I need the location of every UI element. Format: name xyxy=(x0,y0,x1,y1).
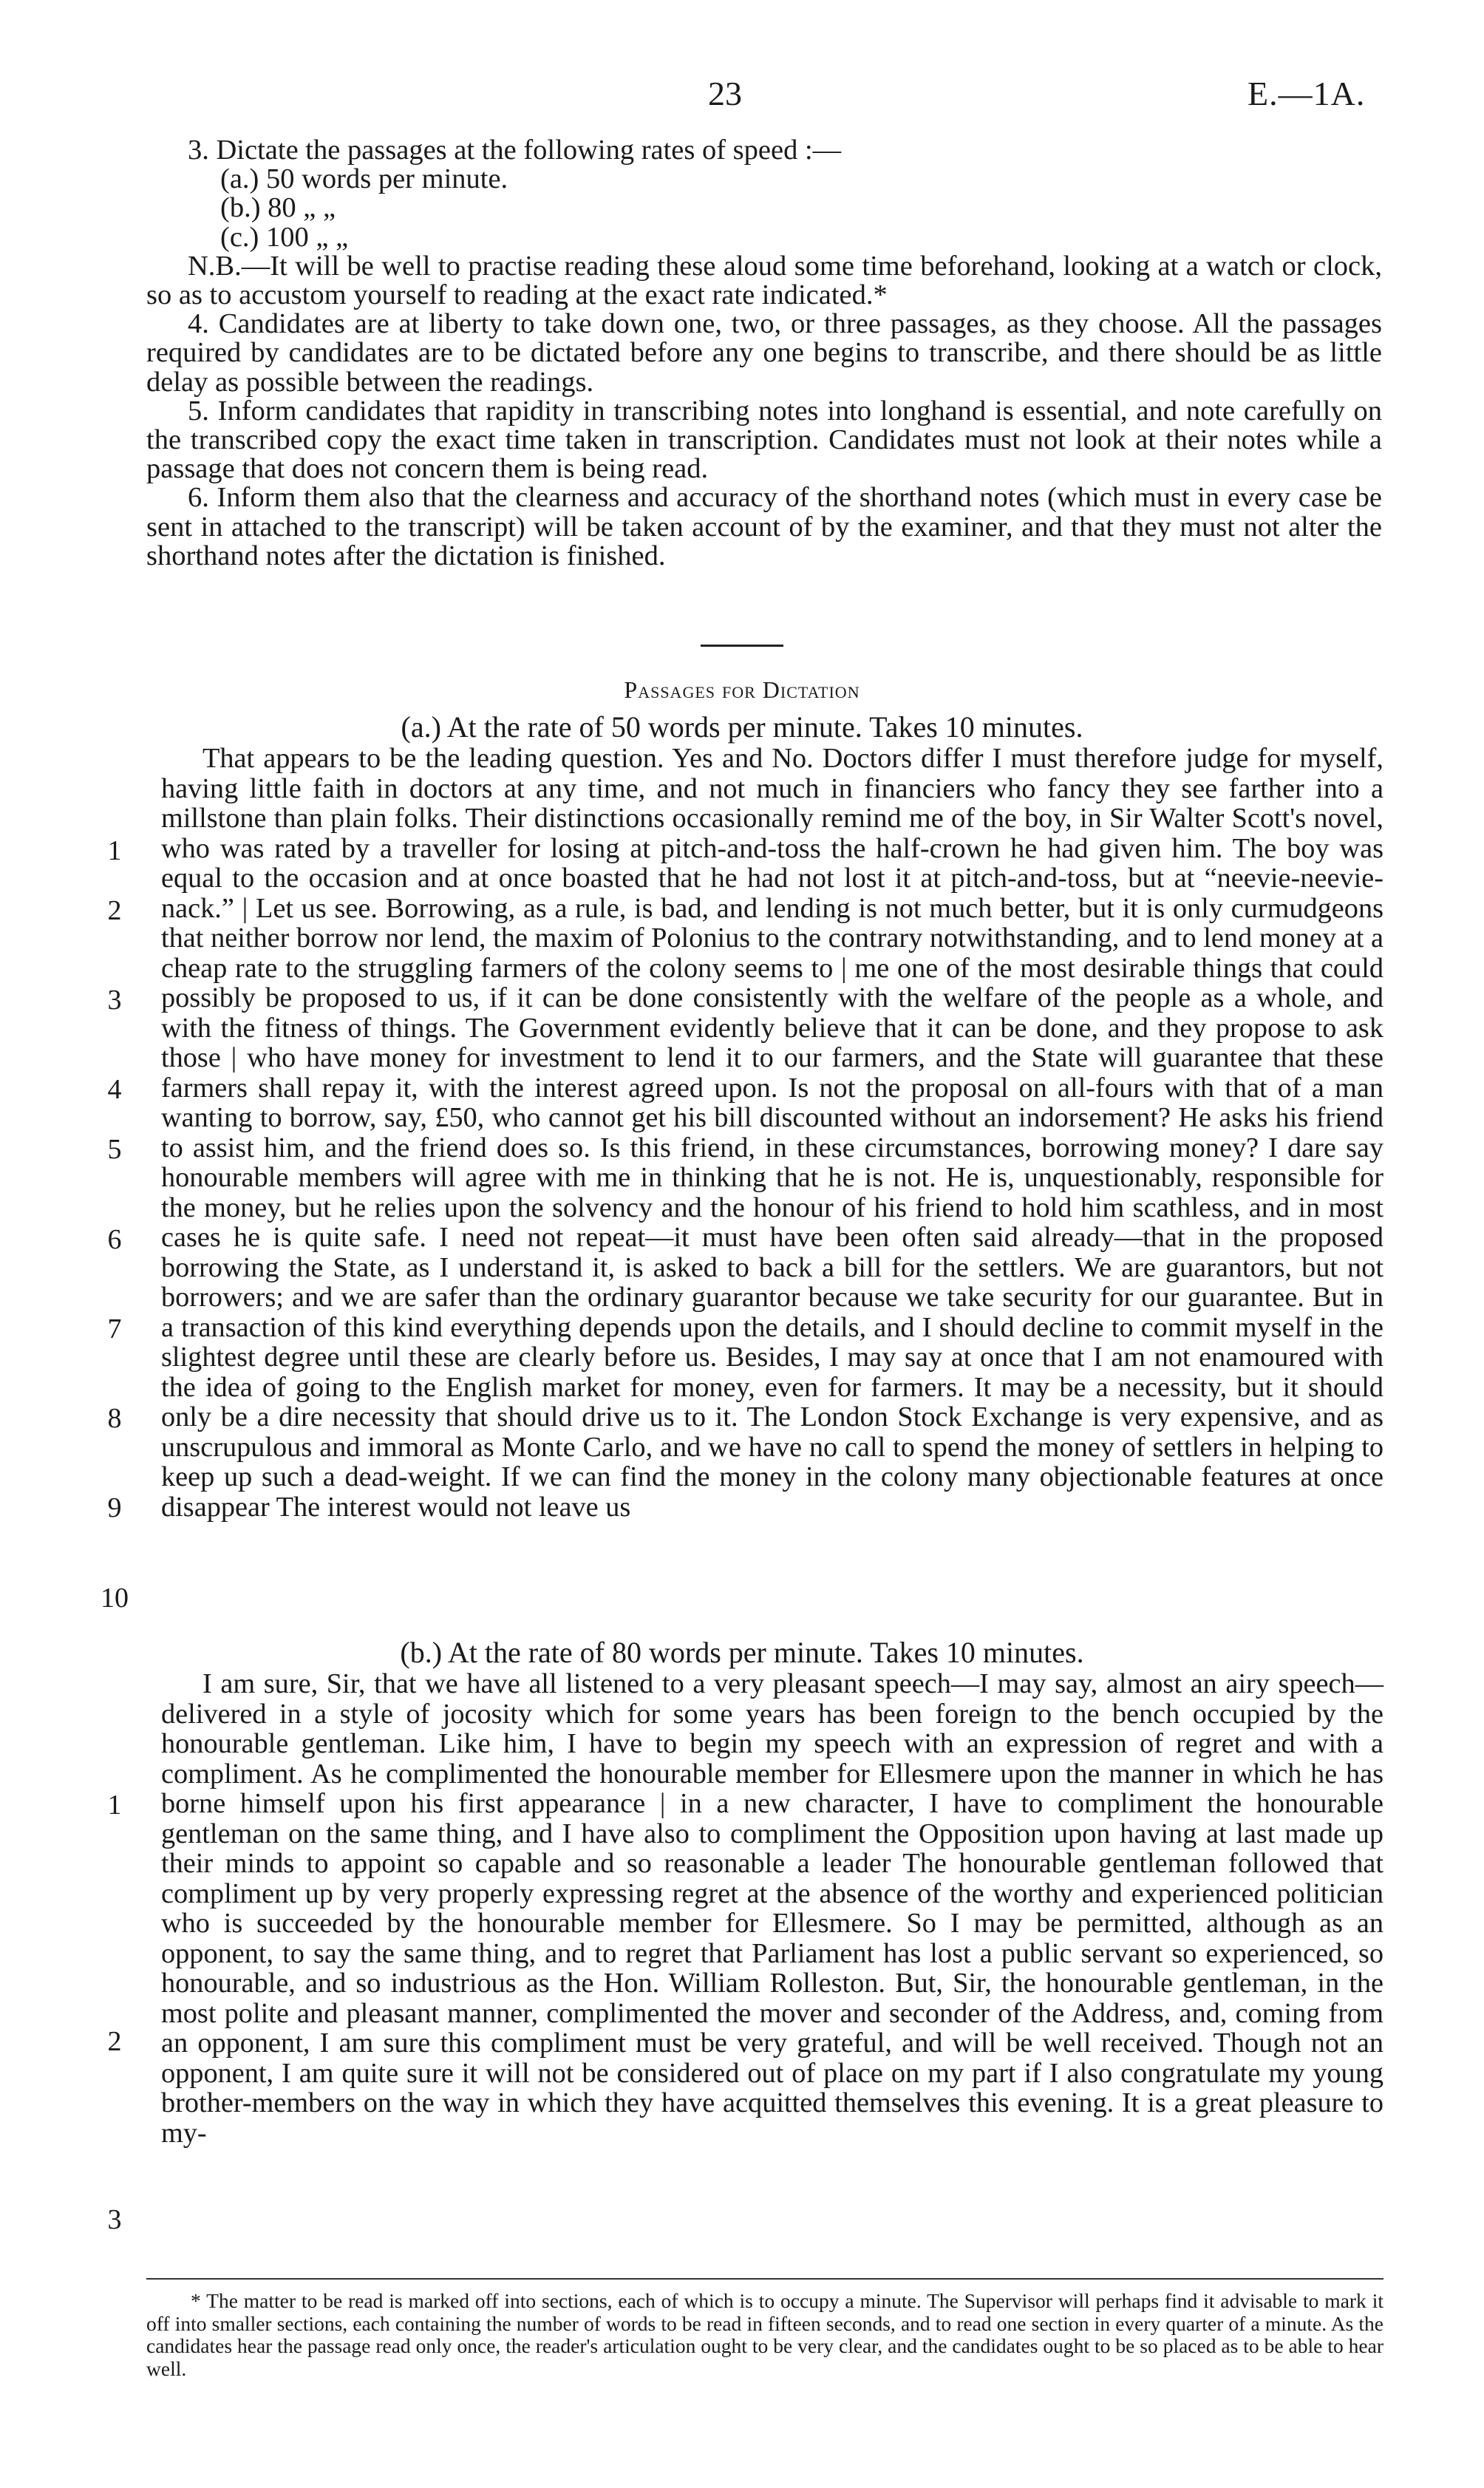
minute-marker: 9 xyxy=(107,1492,122,1523)
section-divider xyxy=(701,645,783,647)
instruction-item-6: 6. Inform them also that the clearness and accuracy of the shorthand notes (which must in every case be sent in attached to the transcript) will be taken account of by the examiner, and that they must not alter the shorthand notes after the dictation is finished. xyxy=(146,482,1382,571)
document-reference: E.—1A. xyxy=(1248,75,1366,112)
minute-marker: 10 xyxy=(101,1583,129,1614)
minute-marker: 2 xyxy=(107,2026,122,2057)
instructions-block xyxy=(146,136,1382,571)
minute-marker: 3 xyxy=(107,2204,122,2235)
passage-a-text: That appears to be the leading question. Yes and No. Doctors differ I must therefore judge for myself, having little faith in doctors at any time, and not much in financiers who fancy they see farther into a millstone than plain folks. Their distinctions occasionally remind me of the boy, in Sir Walter Scott's novel, who was rated by a traveller for losing at pitch-and-toss the half-crown he had given him. The boy was equal to the occasion and at once boasted that he had not lost it at pitch-and-toss, but at “neevie-neevie-nack.” | Let us see. Borrowing, as a rule, is bad, and lending is not much better, but it is only curmudgeons that neither borrow nor lend, the maxim of Polonius to the contrary notwithstanding, and to lend money at a cheap rate to the struggling farmers of the colony seems to | me one of the most desirable things that could possibly be proposed to us, if it can be done consistently with the welfare of the people as a whole, and with the fitness of things. The Government evidently believe that it can be done, and they propose to ask those | who have money for investment to lend it to our farmers, and the State will guarantee that these farmers shall repay it, with the interest agreed upon. Is not the proposal on all-fours with that of a man wanting to borrow, say, £50, who cannot get his bill discounted without an indorsement? He asks his friend to assist him, and the friend does so. Is this friend, in these circumstances, borrowing money? I dare say honourable members will agree with me in thinking that he is not. He is, unquestionably, responsible for the money, but he relies upon the solvency and the honour of his friend to hold him scathless, and in most cases he is quite safe. I need not repeat—it must have been often said already—that in the proposed borrowing the State, as I understand it, is asked to back a bill for the settlers. We are guarantors, but not borrowers; and we are safer than the ordinary guarantor because we take security for our guarantee. But in a transaction of this kind everything depends upon the details, and I should decline to commit myself in the slightest degree until these are clearly before us. Besides, I may say at once that I am not enamoured with the idea of going to the English market for money, even for farmers. It may be a necessity, but it should only be a dire necessity that should drive us to it. The London Stock Exchange is very expensive, and as unscrupulous and immoral as Monte Carlo, and we have no call to spend the money of settlers in helping to keep up such a dead-weight. If we can find the money in the colony many objectionable features at once disappear The interest would not leave us xyxy=(161,743,1383,1523)
rate-b: (b.) 80 „ „ xyxy=(220,192,336,224)
passage-b-heading: (b.) At the rate of 80 words per minute. Takes 10 minutes. xyxy=(400,1636,1084,1669)
minute-marker: 3 xyxy=(107,985,122,1016)
minute-marker: 1 xyxy=(107,835,122,866)
instruction-item-4: 4. Candidates are at liberty to take down one, two, or three passages, as they choose. All the passages required by candidates are to be dictated before any one begins to transcribe, and there should be as little delay as possible between the readings. xyxy=(146,308,1382,398)
passage-a-heading: (a.) At the rate of 50 words per minute. Takes 10 minutes. xyxy=(401,710,1083,744)
minute-marker: 5 xyxy=(107,1134,122,1165)
instruction-item-5: 5. Inform candidates that rapidity in transcribing notes into longhand is essential, and note carefully on the transcribed copy the exact time taken in transcription. Candidates must not look at their notes while a passage that does not concern them is being read. xyxy=(146,395,1382,485)
passage-b-text: I am sure, Sir, that we have all listened to a very pleasant speech—I may say, almost an airy speech—delivered in a style of jocosity which for some years has been foreign to the bench occupied by the honourable gentleman. Like him, I have to begin my speech with an expression of regret and with a compliment. As he complimented the honourable member for Ellesmere upon the manner in which he has borne himself upon his first appearance | in a new character, I have to compliment the honourable gentleman on the same thing, and I have also to compliment the Opposition upon having at last made up their minds to appoint so capable and so reasonable a leader The honourable gentleman followed that compliment up by very properly expressing regret at the absence of the worthy and experienced politician who is succeeded by the honourable member for Ellesmere. So I may be permitted, although as an opponent, to say the same thing, and to regret that Parliament has lost a public servant so experienced, so honourable, and so industrious as the Hon. William Rolleston. But, Sir, the honourable gentleman, in the most polite and pleasant manner, complimented the mover and seconder of the Address, and, coming from an opponent, I am sure this compliment must be very grateful, and will be well received. Though not an opponent, I am quite sure it will not be considered out of place on my part if I also congratulate my young brother-members on the way in which they have acquitted themselves this evening. It is a great pleasure to my- xyxy=(161,1668,1383,2149)
footnote-rule xyxy=(146,2278,1383,2280)
footnote xyxy=(146,2290,1383,2380)
passage-b xyxy=(161,1669,1383,2148)
nota-bene: N.B.—It will be well to practise reading these aloud some time beforehand, looking at a watch or clock, so as to accustom yourself to reading at the exact rate indicated.* xyxy=(146,250,1382,311)
footnote-text: * The matter to be read is marked off into sections, each of which is to occupy a minute. The Supervisor will perhaps find it advisable to mark it off into smaller sections, each containing the number of words to be read in fifteen seconds, and to read one section in every quarter of a minute. As the candidates hear the passage read only once, the reader's articulation ought to be very clear, and the candidates ought to be so placed as to be able to hear well. xyxy=(146,2289,1383,2380)
minute-marker: 6 xyxy=(107,1224,122,1255)
passage-a xyxy=(161,744,1383,1522)
rate-c: (c.) 100 „ „ xyxy=(220,221,349,253)
minute-marker: 1 xyxy=(107,1789,122,1821)
minute-marker: 8 xyxy=(107,1403,122,1434)
passages-title: Passages for Dictation xyxy=(624,676,860,703)
instruction-item-3: 3. Dictate the passages at the following rates of speed :— xyxy=(188,135,842,166)
rate-a: (a.) 50 words per minute. xyxy=(220,163,508,195)
rates-list xyxy=(146,165,1382,252)
page-number: 23 xyxy=(708,75,742,112)
minute-marker: 7 xyxy=(107,1313,122,1345)
page-header xyxy=(0,74,1484,118)
minute-marker: 2 xyxy=(107,895,122,926)
minute-marker: 4 xyxy=(107,1074,122,1105)
